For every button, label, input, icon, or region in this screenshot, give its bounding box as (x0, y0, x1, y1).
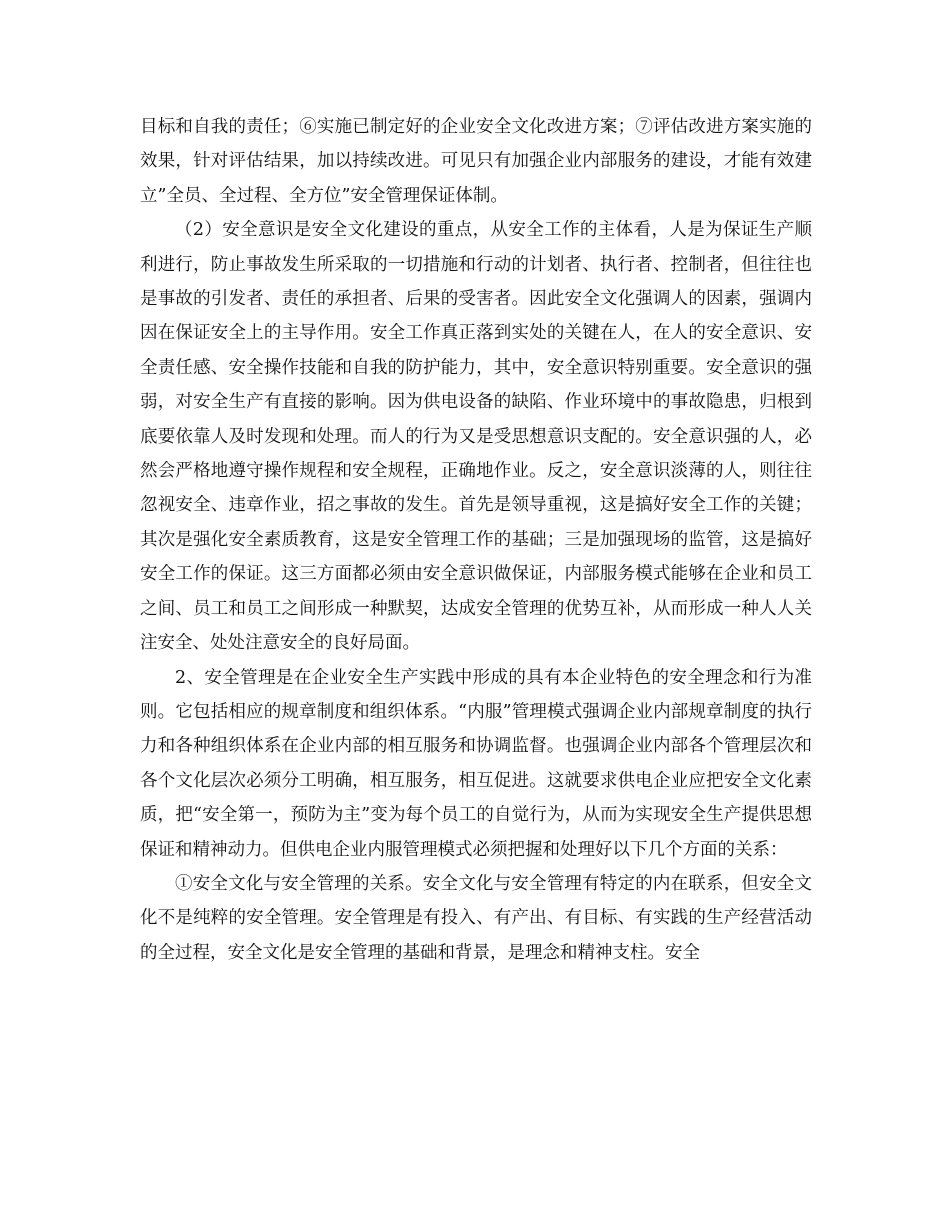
document-body (140, 110, 812, 970)
paragraph-culture-management-relation: ①安全文化与安全管理的关系。安全文化与安全管理有特定的内在联系，但安全文化不是纯粹的安全管理。安全管理是有投入、有产出、有目标、有实践的生产经营活动的全过程，安全文化是安全管理的基础和背景，是理念和精神支柱。安全 (140, 873, 812, 963)
paragraph-safety-awareness: （2）安全意识是安全文化建设的重点，从安全工作的主体看，人是为保证生产顺利进行，防止事故发生所采取的一切措施和行动的计划者、执行者、控制者，但往往也是事故的引发者、责任的承担者、后果的受害者。因此安全文化强调人的因素，强调内因在保证安全上的主导作用。安全工作真正落到实处的关键在人，在人的安全意识、安全责任感、安全操作技能和自我的防护能力，其中，安全意识特别重要。安全意识的强弱，对安全生产有直接的影响。因为供电设备的缺陷、作业环境中的事故隐患，归根到底要依靠人及时发现和处理。而人的行为又是受思想意识支配的。安全意识强的人，必然会严格地遵守操作规程和安全规程，正确地作业。反之，安全意识淡薄的人，则往往忽视安全、违章作业，招之事故的发生。首先是领导重视，这是搞好安全工作的关键；其次是强化安全素质教育，这是安全管理工作的基础；三是加强现场的监管，这是搞好安全工作的保证。这三方面都必须由安全意识做保证，内部服务模式能够在企业和员工之间、员工和员工之间形成一种默契，达成安全管理的优势互补，从而形成一种人人关注安全、处处注意安全的良好局面。 (140, 220, 812, 654)
paragraph-safety-management: 2、安全管理是在企业安全生产实践中形成的具有本企业特色的安全理念和行为准则。它包括相应的规章制度和组织体系。“内服”管理模式强调企业内部规章制度的执行力和各种组织体系在企业内部的相互服务和协调监督。也强调企业内部各个管理层次和各个文化层次必须分工明确，相互服务，相互促进。这就要求供电企业应把安全文化素质，把“安全第一，预防为主”变为每个员工的自觉行为，从而为实现安全生产提供思想保证和精神动力。但供电企业内服管理模式必须把握和处理好以下几个方面的关系： (140, 667, 812, 860)
paragraph-continuation: 目标和自我的责任；⑥实施已制定好的企业安全文化改进方案；⑦评估改进方案实施的效果，针对评估结果，加以持续改进。可见只有加强企业内部服务的建设，才能有效建立”全员、全过程、全方位”安全管理保证体制。 (140, 117, 812, 206)
